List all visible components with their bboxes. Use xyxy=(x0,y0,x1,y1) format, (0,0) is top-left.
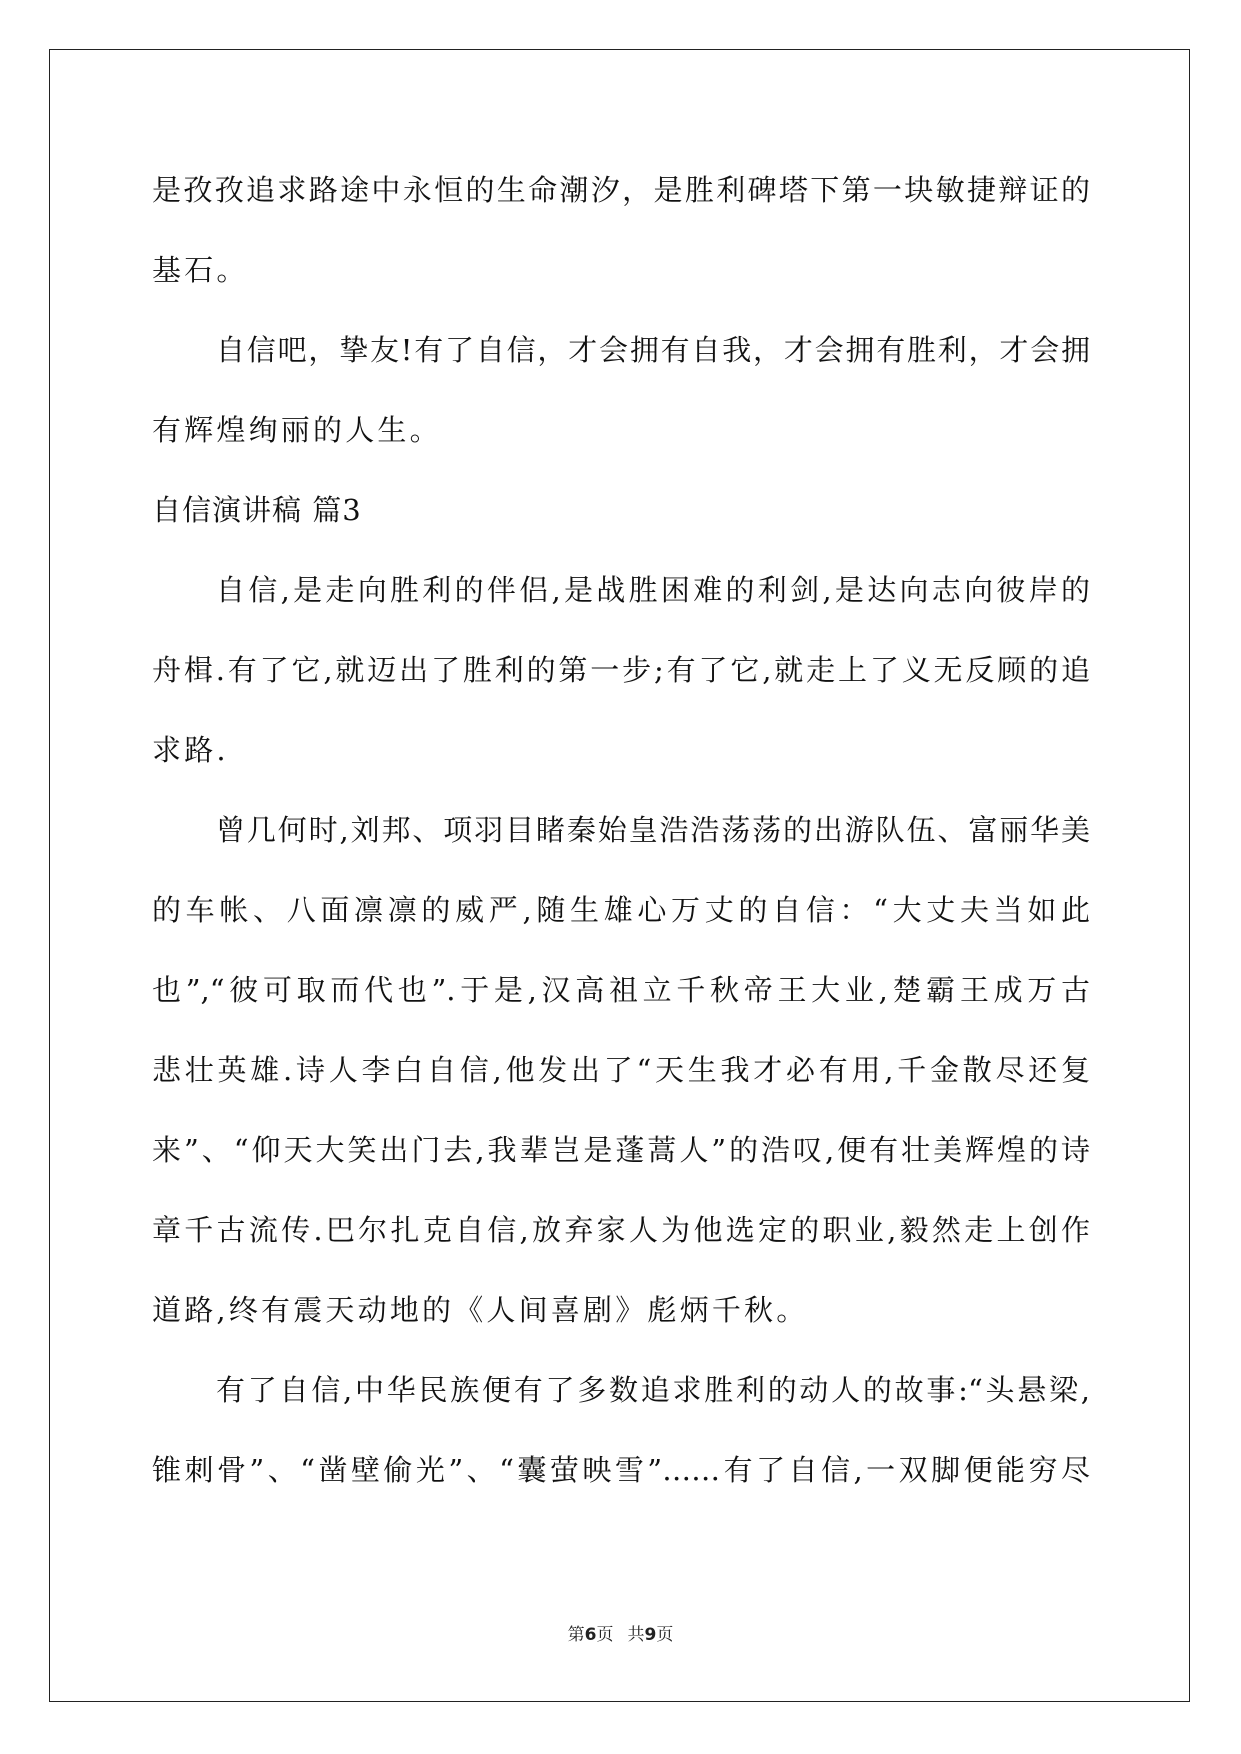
paragraph-line: 悲壮英雄.诗人李白自信,他发出了“天生我才必有用,千金散尽还复 xyxy=(152,1053,1090,1087)
paragraph-line: 有了自信,中华民族便有了多数追求胜利的动人的故事:“头悬梁, xyxy=(216,1373,1090,1407)
paragraph-line: 自信吧，挚友!有了自信，才会拥有自我，才会拥有胜利，才会拥 xyxy=(216,333,1090,367)
footer-prefix: 第 xyxy=(567,1625,585,1645)
paragraph-line: 基石。 xyxy=(152,253,249,287)
paragraph-line: 章千古流传.巴尔扎克自信,放弃家人为他选定的职业,毅然走上创作 xyxy=(152,1213,1090,1247)
paragraph-line: 有辉煌绚丽的人生。 xyxy=(152,413,442,447)
footer-page-suffix: 页 xyxy=(596,1625,614,1645)
paragraph-line: 是孜孜追求路途中永恒的生命潮汐，是胜利碑塔下第一块敏捷辩证的 xyxy=(152,173,1090,207)
paragraph-line: 求路. xyxy=(152,733,229,767)
paragraph-line: 舟楫.有了它,就迈出了胜利的第一步;有了它,就走上了义无反顾的追 xyxy=(152,653,1090,687)
total-pages-number: 9 xyxy=(644,1625,657,1645)
paragraph-line: 也”,“彼可取而代也”.于是,汉高祖立千秋帝王大业,楚霸王成万古 xyxy=(152,973,1090,1007)
paragraph-line: 道路,终有震天动地的《人间喜剧》彪炳千秋。 xyxy=(152,1293,809,1327)
page-footer xyxy=(0,1620,1241,1645)
paragraph-line: 的车帐、八面凛凛的威严,随生雄心万丈的自信：“大丈夫当如此 xyxy=(152,893,1090,927)
paragraph-line: 来”、“仰天大笑出门去,我辈岂是蓬蒿人”的浩叹,便有壮美辉煌的诗 xyxy=(152,1133,1090,1167)
paragraph-line: 曾几何时,刘邦、项羽目睹秦始皇浩浩荡荡的出游队伍、富丽华美 xyxy=(216,813,1090,847)
paragraph-line: 自信,是走向胜利的伴侣,是战胜困难的利剑,是达向志向彼岸的 xyxy=(216,573,1090,607)
footer-total-prefix: 共 xyxy=(627,1625,645,1645)
section-heading: 自信演讲稿 篇3 xyxy=(152,493,362,527)
paragraph-line: 锥刺骨”、“凿壁偷光”、“囊萤映雪”……有了自信,一双脚便能穷尽 xyxy=(152,1453,1090,1487)
document-body xyxy=(152,150,1090,1510)
current-page-number: 6 xyxy=(584,1625,597,1645)
footer-total-suffix: 页 xyxy=(656,1625,674,1645)
